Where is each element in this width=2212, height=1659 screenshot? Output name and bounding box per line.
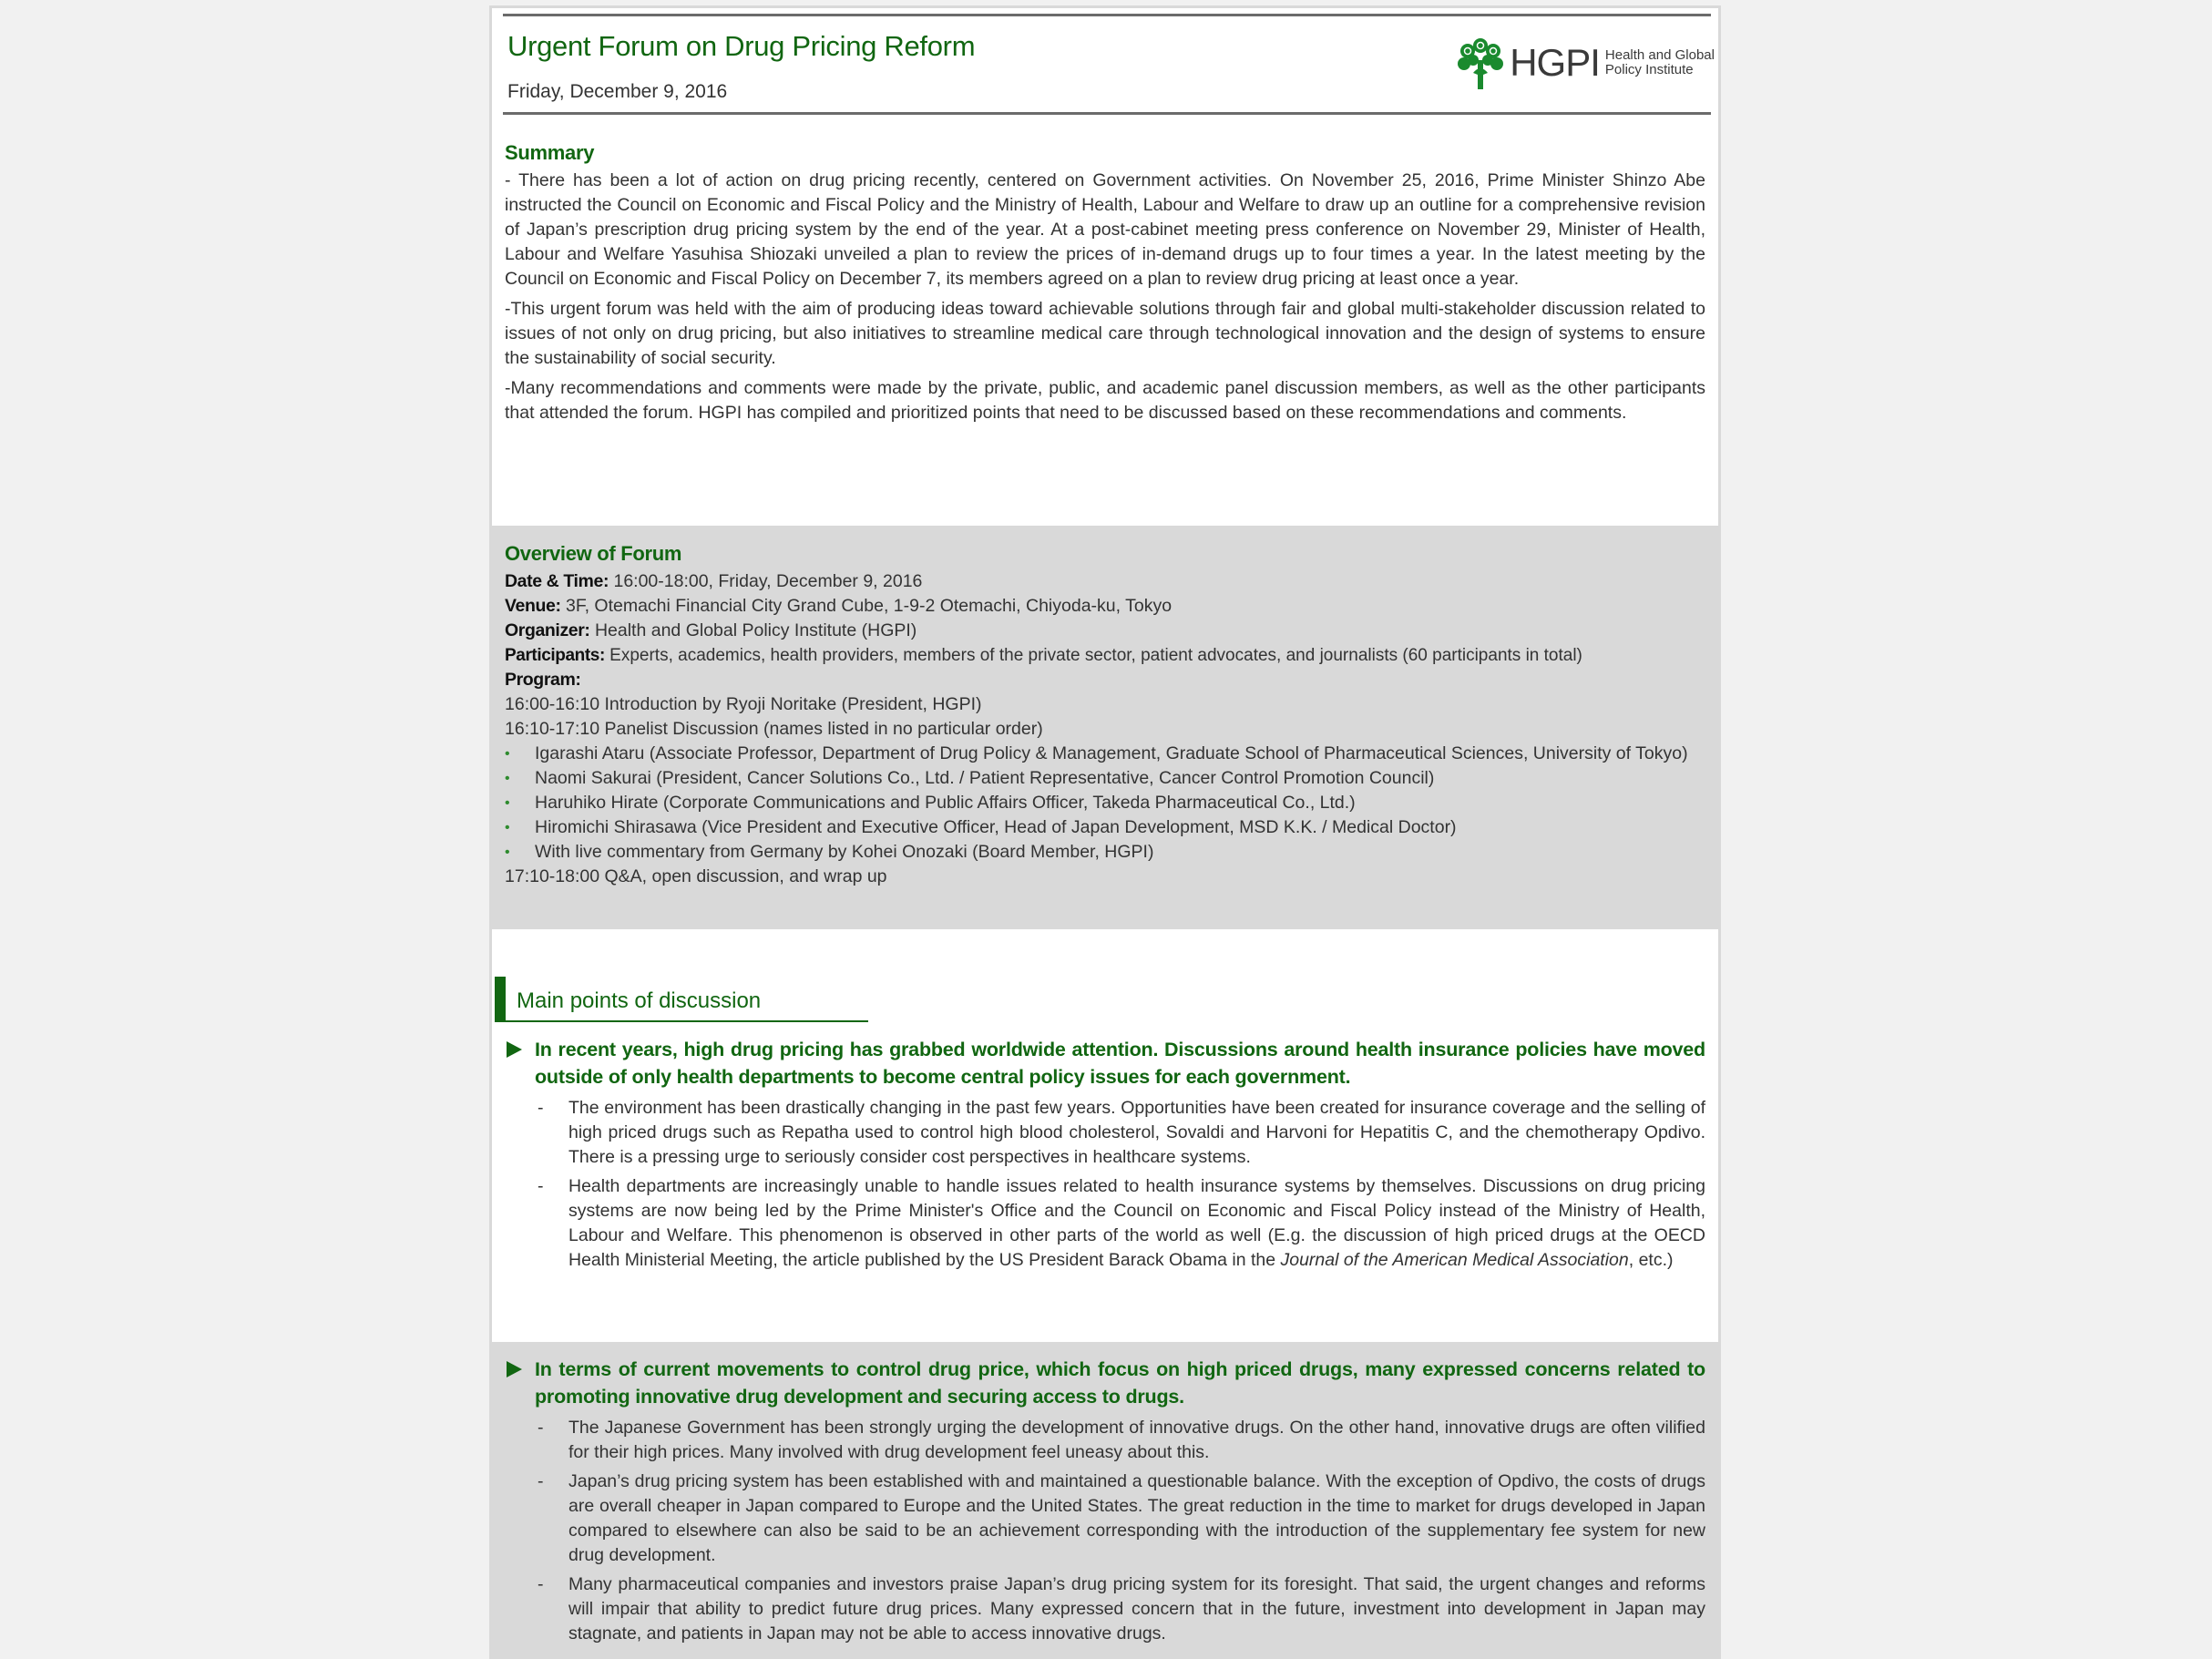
panelist-text: With live commentary from Germany by Kohei Onozaki (Board Member, HGPI) [535, 842, 1154, 862]
point-item [505, 1416, 1705, 1465]
program-close: 17:10-18:00 Q&A, open discussion, and wrap up [505, 866, 887, 886]
point-item [505, 1470, 1705, 1568]
panelist-item [505, 815, 1705, 840]
summary-paragraph: - There has been a lot of action on drug pricing recently, centered on Government activities. On November 25, 2016, Prime Minister Shinzo Abe instructed the Council on Economic and Fiscal Policy and the Ministry of Health, Labour and Welfare to draw up an outline for a comprehensive revision of Japan’s prescription drug pricing system by the end of the year. At a post-cabinet meeting press conference on November 29, Minister of Health, Labour and Welfare Yasuhisa Shiozaki unveiled a plan to review the prices of in-demand drugs up to four times a year. In the latest meeting by the Council on Economic and Fiscal Policy on December 7, its members agreed on a plan to review drug pricing at least once a year. [505, 170, 1705, 289]
heading-accent-bar [495, 977, 506, 1022]
participants-label: Participants: [505, 646, 605, 665]
bullet-icon: • [505, 746, 510, 762]
panelist-item [505, 766, 1705, 791]
program-label: Program: [505, 670, 581, 690]
summary-paragraph: -Many recommendations and comments were made by the private, public, and academic panel discussion members, as well as the other participants that attended the forum. HGPI has compiled and prioritized points that need to be discussed based on these recommendations and comments. [505, 378, 1705, 423]
summary-paragraph: -This urgent forum was held with the aim of producing ideas toward achievable solutions through fair and global multi-stakeholder discussion related to issues of not only on drug pricing, but also initiatives to streamline medical care through technological innovation and the design of systems to ensure the sustainability of social security. [505, 299, 1705, 368]
point-headline [505, 1356, 1705, 1410]
dash-icon: - [538, 1418, 544, 1438]
logo-subtitle [1605, 48, 1715, 77]
participants-value: Experts, academics, health providers, members of the private sector, patient advocates, and journalists (60 participants in total) [609, 646, 1582, 665]
summary-section [492, 141, 1718, 425]
main-points-title: Main points of discussion [517, 988, 762, 1013]
tree-logo-icon [1457, 36, 1504, 89]
triangle-bullet-icon [507, 1361, 522, 1377]
program-intro: 16:00-16:10 Introduction by Ryoji Noritake (President, HGPI) [505, 694, 982, 714]
panelist-text: Haruhiko Hirate (Corporate Communications and Public Affairs Officer, Takeda Pharmaceutical Co., Ltd.) [535, 793, 1356, 813]
date-label: Date & Time: [505, 571, 609, 591]
main-points-heading [495, 977, 868, 1022]
point-headline-text: In recent years, high drug pricing has grabbed worldwide attention. Discussions around health insurance policies have moved outside of only health departments to become central policy issues for each government. [535, 1039, 1705, 1088]
logo-subtitle-line2: Policy Institute [1604, 62, 1694, 77]
panelist-item [505, 791, 1705, 815]
heading-underline [506, 1020, 868, 1022]
point-item-text: The Japanese Government has been strongly urging the development of innovative drugs. On the other hand, innovative drugs are often vilified for their high prices. Many involved with drug development feel uneasy about this. [568, 1418, 1705, 1462]
panelist-text: Igarashi Ataru (Associate Professor, Department of Drug Policy & Management, Graduate School of Pharmaceutical Sciences, University of Tokyo) [535, 743, 1688, 763]
overview-organizer [505, 619, 1705, 643]
journal-title: Journal of the American Medical Association [1280, 1250, 1629, 1270]
bullet-icon: • [505, 845, 510, 860]
overview-venue [505, 594, 1705, 619]
panelist-text: Hiromichi Shirasawa (Vice President and Executive Officer, Head of Japan Development, MSD K.K. / Medical Doctor) [535, 817, 1457, 837]
panelist-item [505, 742, 1705, 766]
logo-subtitle-line1: Health and Global [1604, 47, 1715, 63]
point-item [505, 1174, 1705, 1273]
bullet-icon: • [505, 771, 510, 786]
overview-heading: Overview of Forum [505, 542, 682, 565]
panelist-text: Naomi Sakurai (President, Cancer Solutions Co., Ltd. / Patient Representative, Cancer Control Promotion Council) [535, 768, 1435, 788]
program-panel: 16:10-17:10 Panelist Discussion (names listed in no particular order) [505, 719, 1043, 739]
dash-icon: - [538, 1574, 544, 1594]
overview-program [505, 668, 1705, 692]
point-headline [505, 1036, 1705, 1091]
dash-icon: - [538, 1098, 544, 1118]
document-title: Urgent Forum on Drug Pricing Reform [507, 30, 976, 62]
hgpi-logo [1457, 36, 1715, 90]
bullet-icon: • [505, 795, 510, 811]
overview-date-time [505, 569, 1705, 594]
point-item-text: Health departments are increasingly unable to handle issues related to health insurance systems by themselves. Discussions on drug pricing systems are now being led by the Prime Minister's Office and the Council on Economic and Fiscal Policy instead of the Ministry of Health, Labour and Welfare. This phenomenon is observed in other parts of the world as well (E.g. the discussion of high priced drugs at the OECD Health Ministerial Meeting, the article published by the US President Barack Obama in the [568, 1176, 1705, 1270]
overview-section [492, 526, 1718, 929]
panelist-item [505, 840, 1705, 865]
overview-participants [505, 643, 1705, 668]
venue-value: 3F, Otemachi Financial City Grand Cube, 1-9-2 Otemachi, Chiyoda-ku, Tokyo [565, 596, 1173, 616]
organizer-value: Health and Global Policy Institute (HGPI) [594, 620, 917, 640]
summary-heading: Summary [505, 141, 595, 164]
venue-label: Venue: [505, 596, 561, 616]
point-headline-text: In terms of current movements to control drug price, which focus on high priced drugs, many expressed concerns related to promoting innovative drug development and securing access to drugs. [535, 1358, 1705, 1408]
point-item [505, 1096, 1705, 1170]
dash-icon: - [538, 1471, 544, 1491]
point-item-text: The environment has been drastically changing in the past few years. Opportunities have been created for insurance coverage and the selling of high priced drugs such as Repatha used to control high blood cholesterol, Sovaldi and Harvoni for Hepatitis C, and the chemotherapy Opdivo. There is a pressing urge to seriously consider cost perspectives in healthcare systems. [568, 1098, 1705, 1167]
document-date: Friday, December 9, 2016 [507, 81, 728, 102]
header-top-rule [503, 14, 1711, 16]
point-item-text: Japan’s drug pricing system has been established with and maintained a questionable balance. With the exception of Opdivo, the costs of drugs are overall cheaper in Japan compared to Europe and the United States. The great reduction in the time to market for drugs developed in Japan compared to elsewhere can also be said to be an achievement corresponding with the introduction of the supplementary fee system for new drug development. [568, 1471, 1705, 1565]
document-page [489, 5, 1721, 1659]
point-item [505, 1572, 1705, 1646]
dash-icon: - [538, 1176, 544, 1196]
date-value: 16:00-18:00, Friday, December 9, 2016 [613, 571, 923, 591]
organizer-label: Organizer: [505, 620, 590, 640]
logo-wordmark: HGPI [1510, 41, 1600, 84]
discussion-point [492, 1036, 1718, 1273]
point-item-text: Many pharmaceutical companies and investors praise Japan’s drug pricing system for its foresight. That said, the urgent changes and reforms will impair that ability to predict future drug prices. Many expressed concern that in the future, investment into development in Japan may stagnate, and patients in Japan may not be able to access innovative drugs. [568, 1574, 1705, 1644]
bullet-icon: • [505, 820, 510, 835]
discussion-point [492, 1342, 1718, 1659]
header-bottom-rule [503, 112, 1711, 115]
point-item-text-end: , etc.) [1628, 1250, 1674, 1270]
triangle-bullet-icon [507, 1041, 522, 1058]
